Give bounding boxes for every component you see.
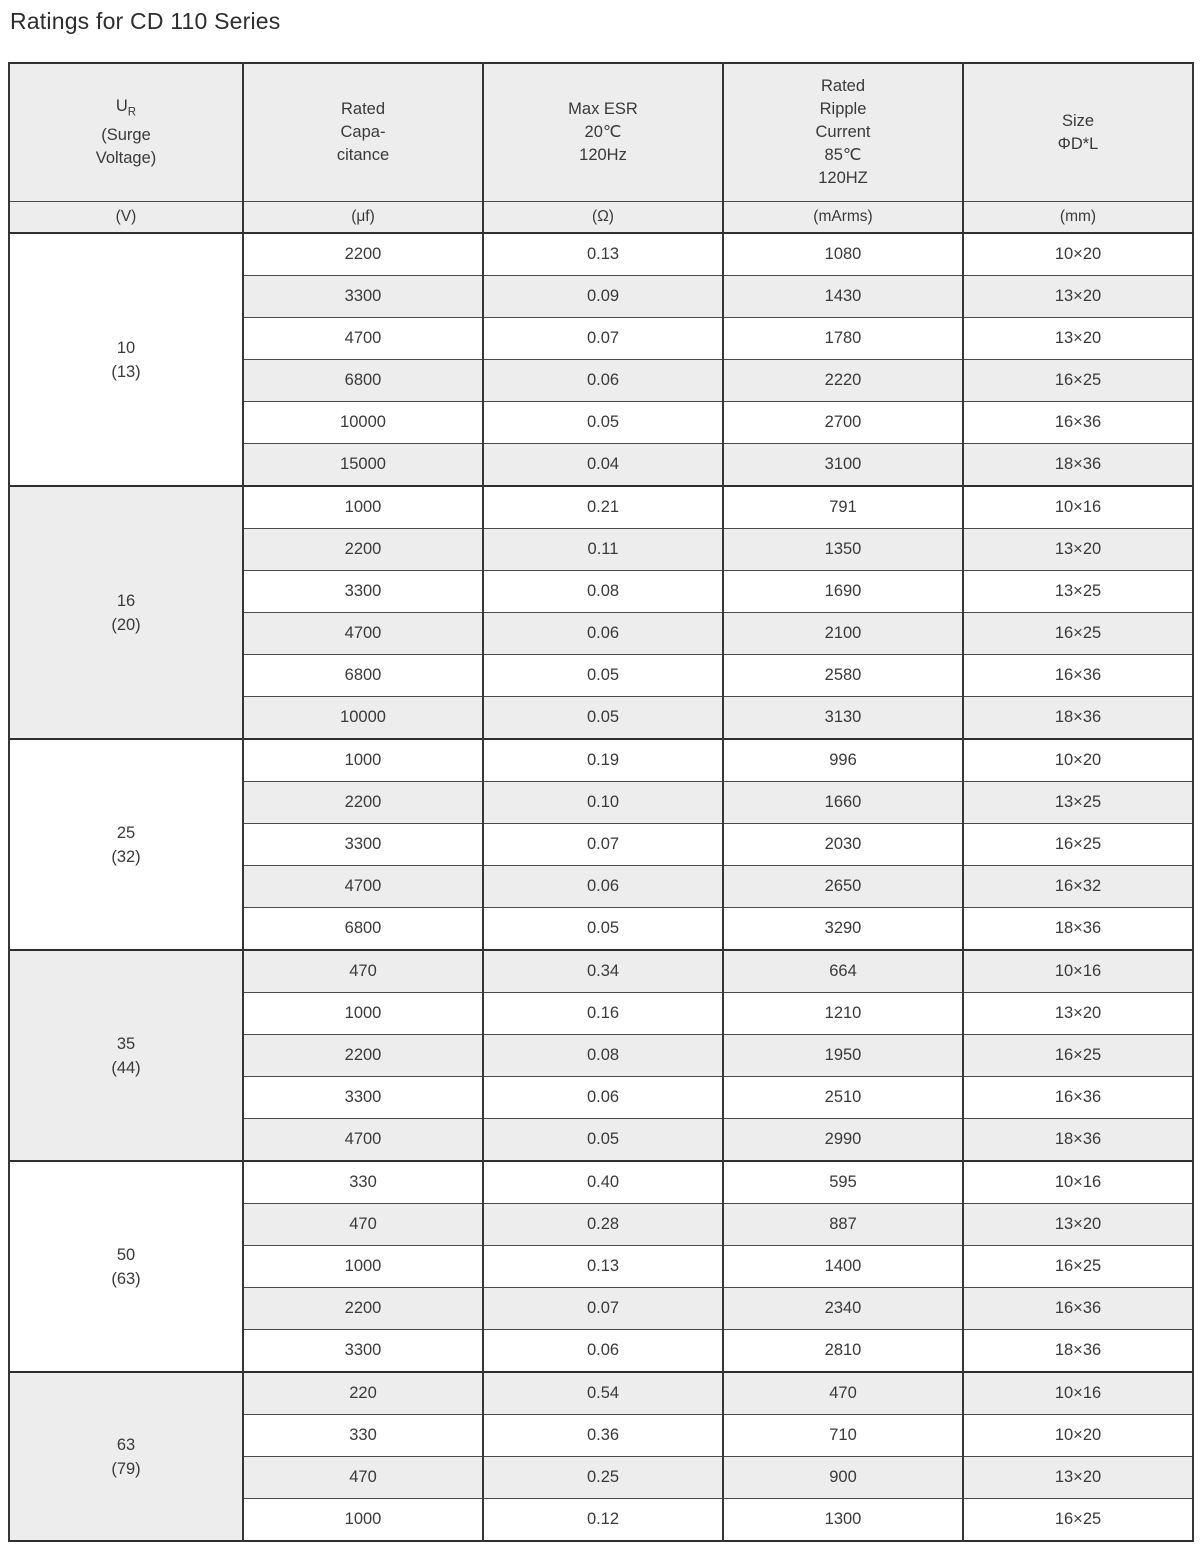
capacitance-cell: 10000 xyxy=(243,402,483,444)
ripple-cell: 1660 xyxy=(723,782,963,824)
voltage-group-cell xyxy=(9,233,243,486)
voltage-group-cell xyxy=(9,1372,243,1541)
size-cell: 13×20 xyxy=(963,318,1193,360)
capacitance-cell: 3300 xyxy=(243,276,483,318)
capacitance-cell: 2200 xyxy=(243,782,483,824)
esr-cell: 0.05 xyxy=(483,697,723,740)
ripple-cell: 2810 xyxy=(723,1330,963,1373)
size-cell: 10×20 xyxy=(963,739,1193,782)
capacitance-cell: 3300 xyxy=(243,824,483,866)
surge-voltage-value: (44) xyxy=(111,1058,141,1077)
esr-cell: 0.05 xyxy=(483,655,723,697)
esr-cell: 0.05 xyxy=(483,1119,723,1162)
ripple-cell: 1690 xyxy=(723,571,963,613)
size-cell: 16×25 xyxy=(963,1246,1193,1288)
capacitance-cell: 4700 xyxy=(243,318,483,360)
size-cell: 16×25 xyxy=(963,360,1193,402)
esr-cell: 0.06 xyxy=(483,360,723,402)
capacitance-cell: 1000 xyxy=(243,1499,483,1542)
header-row xyxy=(9,63,1193,202)
voltage-value: 10 xyxy=(116,338,136,357)
ripple-cell: 2580 xyxy=(723,655,963,697)
esr-cell: 0.21 xyxy=(483,486,723,529)
ripple-cell: 664 xyxy=(723,950,963,993)
capacitance-cell: 2200 xyxy=(243,1288,483,1330)
esr-cell: 0.10 xyxy=(483,782,723,824)
capacitance-cell: 4700 xyxy=(243,866,483,908)
table-row xyxy=(9,739,1193,782)
ripple-cell: 2650 xyxy=(723,866,963,908)
surge-voltage-value: (63) xyxy=(111,1269,141,1288)
table-row xyxy=(9,950,1193,993)
esr-cell: 0.06 xyxy=(483,1077,723,1119)
capacitance-cell: 6800 xyxy=(243,655,483,697)
size-cell: 13×20 xyxy=(963,276,1193,318)
size-cell: 18×36 xyxy=(963,1119,1193,1162)
ratings-table xyxy=(8,62,1194,1542)
size-cell: 13×25 xyxy=(963,782,1193,824)
esr-cell: 0.07 xyxy=(483,318,723,360)
ripple-cell: 887 xyxy=(723,1204,963,1246)
header-size: Size ΦD*L xyxy=(963,63,1193,202)
voltage-value: 25 xyxy=(116,823,136,842)
esr-cell: 0.07 xyxy=(483,824,723,866)
ratings-table-body xyxy=(9,233,1193,1541)
unit-capacitance: (μf) xyxy=(243,202,483,234)
ripple-cell: 1080 xyxy=(723,233,963,276)
esr-cell: 0.05 xyxy=(483,908,723,951)
ripple-cell: 2340 xyxy=(723,1288,963,1330)
size-cell: 10×16 xyxy=(963,1372,1193,1415)
capacitance-cell: 4700 xyxy=(243,1119,483,1162)
surge-voltage-value: (20) xyxy=(111,615,141,634)
voltage-value: 16 xyxy=(116,591,136,610)
esr-cell: 0.07 xyxy=(483,1288,723,1330)
size-cell: 10×20 xyxy=(963,233,1193,276)
surge-voltage-value: (79) xyxy=(111,1459,141,1478)
capacitance-cell: 3300 xyxy=(243,1330,483,1373)
size-cell: 18×36 xyxy=(963,1330,1193,1373)
ripple-cell: 2100 xyxy=(723,613,963,655)
ripple-cell: 1400 xyxy=(723,1246,963,1288)
esr-cell: 0.34 xyxy=(483,950,723,993)
voltage-group-cell xyxy=(9,950,243,1161)
esr-cell: 0.05 xyxy=(483,402,723,444)
size-cell: 16×25 xyxy=(963,824,1193,866)
ripple-cell: 2030 xyxy=(723,824,963,866)
capacitance-cell: 6800 xyxy=(243,360,483,402)
ripple-cell: 2510 xyxy=(723,1077,963,1119)
ripple-cell: 3100 xyxy=(723,444,963,487)
capacitance-cell: 1000 xyxy=(243,739,483,782)
size-cell: 13×25 xyxy=(963,571,1193,613)
capacitance-cell: 4700 xyxy=(243,613,483,655)
capacitance-cell: 470 xyxy=(243,1457,483,1499)
ripple-cell: 2990 xyxy=(723,1119,963,1162)
unit-size: (mm) xyxy=(963,202,1193,234)
esr-cell: 0.19 xyxy=(483,739,723,782)
size-cell: 10×20 xyxy=(963,1415,1193,1457)
esr-cell: 0.28 xyxy=(483,1204,723,1246)
esr-cell: 0.08 xyxy=(483,1035,723,1077)
voltage-value: 63 xyxy=(116,1435,136,1454)
capacitance-cell: 3300 xyxy=(243,1077,483,1119)
ripple-cell: 900 xyxy=(723,1457,963,1499)
table-header xyxy=(9,63,1193,233)
capacitance-cell: 3300 xyxy=(243,571,483,613)
ripple-cell: 2700 xyxy=(723,402,963,444)
esr-cell: 0.08 xyxy=(483,571,723,613)
voltage-value: 50 xyxy=(116,1245,136,1264)
header-ripple-current: Rated Ripple Current 85℃ 120HZ xyxy=(723,63,963,202)
size-cell: 16×25 xyxy=(963,613,1193,655)
header-esr: Max ESR 20℃ 120Hz xyxy=(483,63,723,202)
unit-ripple: (mArms) xyxy=(723,202,963,234)
capacitance-cell: 1000 xyxy=(243,1246,483,1288)
voltage-group-cell xyxy=(9,739,243,950)
ripple-cell: 1210 xyxy=(723,993,963,1035)
ripple-cell: 791 xyxy=(723,486,963,529)
esr-cell: 0.04 xyxy=(483,444,723,487)
capacitance-cell: 2200 xyxy=(243,1035,483,1077)
capacitance-cell: 10000 xyxy=(243,697,483,740)
ripple-cell: 3130 xyxy=(723,697,963,740)
size-cell: 16×36 xyxy=(963,402,1193,444)
size-cell: 13×20 xyxy=(963,1204,1193,1246)
esr-cell: 0.06 xyxy=(483,613,723,655)
capacitance-cell: 1000 xyxy=(243,486,483,529)
size-cell: 16×36 xyxy=(963,1288,1193,1330)
capacitance-cell: 330 xyxy=(243,1161,483,1204)
unit-voltage: (V) xyxy=(9,202,243,234)
capacitance-cell: 220 xyxy=(243,1372,483,1415)
size-cell: 16×36 xyxy=(963,655,1193,697)
size-cell: 18×36 xyxy=(963,908,1193,951)
header-capacitance: Rated Capa- citance xyxy=(243,63,483,202)
ripple-cell: 1780 xyxy=(723,318,963,360)
unit-row xyxy=(9,202,1193,234)
size-cell: 16×36 xyxy=(963,1077,1193,1119)
size-cell: 10×16 xyxy=(963,486,1193,529)
surge-voltage-value: (32) xyxy=(111,847,141,866)
size-cell: 18×36 xyxy=(963,697,1193,740)
voltage-group-cell xyxy=(9,1161,243,1372)
esr-cell: 0.54 xyxy=(483,1372,723,1415)
esr-cell: 0.11 xyxy=(483,529,723,571)
esr-cell: 0.16 xyxy=(483,993,723,1035)
esr-cell: 0.13 xyxy=(483,233,723,276)
esr-cell: 0.09 xyxy=(483,276,723,318)
ripple-cell: 1300 xyxy=(723,1499,963,1542)
size-cell: 13×20 xyxy=(963,993,1193,1035)
size-cell: 16×25 xyxy=(963,1035,1193,1077)
ripple-cell: 1350 xyxy=(723,529,963,571)
esr-cell: 0.40 xyxy=(483,1161,723,1204)
size-cell: 10×16 xyxy=(963,1161,1193,1204)
capacitance-cell: 2200 xyxy=(243,529,483,571)
esr-cell: 0.12 xyxy=(483,1499,723,1542)
ripple-cell: 1950 xyxy=(723,1035,963,1077)
esr-cell: 0.06 xyxy=(483,1330,723,1373)
capacitance-cell: 2200 xyxy=(243,233,483,276)
size-cell: 18×36 xyxy=(963,444,1193,487)
ripple-cell: 595 xyxy=(723,1161,963,1204)
unit-esr: (Ω) xyxy=(483,202,723,234)
capacitance-cell: 330 xyxy=(243,1415,483,1457)
ripple-cell: 1430 xyxy=(723,276,963,318)
voltage-group-cell xyxy=(9,486,243,739)
capacitance-cell: 470 xyxy=(243,950,483,993)
surge-voltage-value: (13) xyxy=(111,362,141,381)
capacitance-cell: 1000 xyxy=(243,993,483,1035)
esr-cell: 0.06 xyxy=(483,866,723,908)
voltage-label-line: Voltage) xyxy=(95,149,157,168)
ripple-cell: 3290 xyxy=(723,908,963,951)
voltage-label-line: (Surge xyxy=(101,126,151,145)
header-voltage xyxy=(9,63,243,202)
voltage-symbol: $U_R$ xyxy=(115,96,137,119)
table-row xyxy=(9,1161,1193,1204)
table-row xyxy=(9,486,1193,529)
size-cell: 16×32 xyxy=(963,866,1193,908)
size-cell: 13×20 xyxy=(963,529,1193,571)
esr-cell: 0.13 xyxy=(483,1246,723,1288)
ripple-cell: 2220 xyxy=(723,360,963,402)
size-cell: 13×20 xyxy=(963,1457,1193,1499)
ripple-cell: 710 xyxy=(723,1415,963,1457)
esr-cell: 0.25 xyxy=(483,1457,723,1499)
table-row xyxy=(9,233,1193,276)
capacitance-cell: 6800 xyxy=(243,908,483,951)
capacitance-cell: 15000 xyxy=(243,444,483,487)
ripple-cell: 996 xyxy=(723,739,963,782)
voltage-value: 35 xyxy=(116,1034,136,1053)
page-title: Ratings for CD 110 Series xyxy=(10,8,281,34)
esr-cell: 0.36 xyxy=(483,1415,723,1457)
table-row xyxy=(9,1372,1193,1415)
size-cell: 16×25 xyxy=(963,1499,1193,1542)
ripple-cell: 470 xyxy=(723,1372,963,1415)
size-cell: 10×16 xyxy=(963,950,1193,993)
capacitance-cell: 470 xyxy=(243,1204,483,1246)
